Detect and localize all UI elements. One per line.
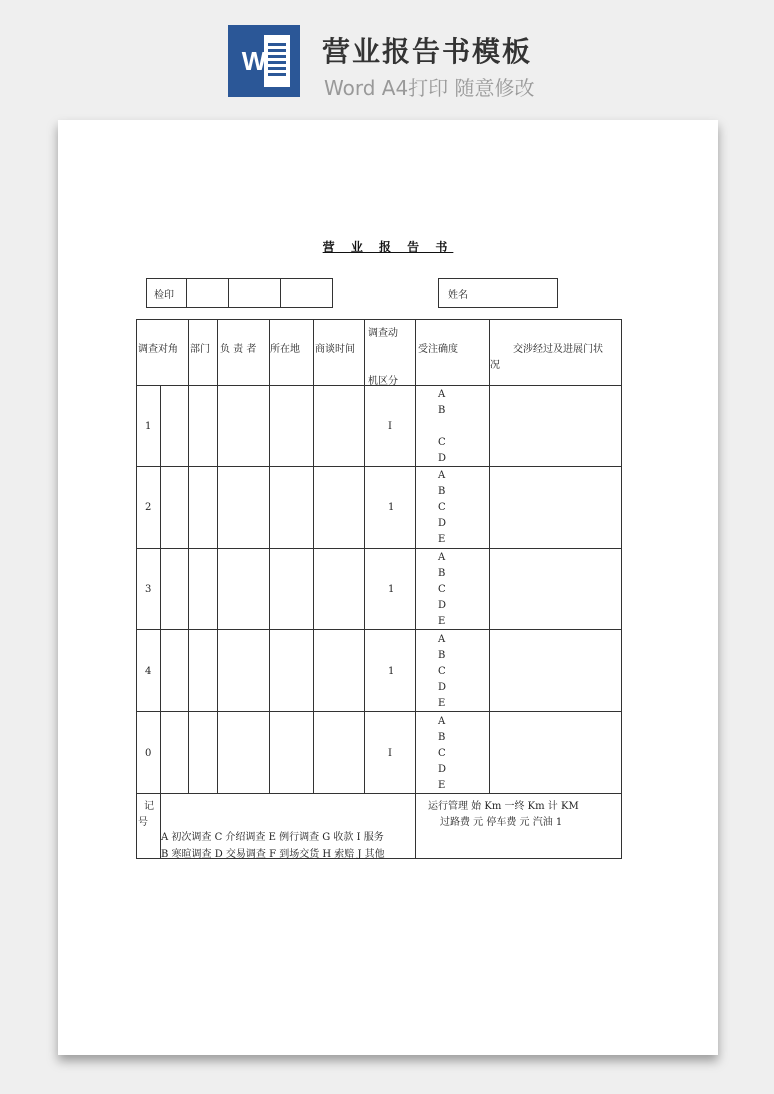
grade: A [438, 634, 446, 645]
col-progress-2: 况 [490, 360, 500, 371]
col-time: 商谈时间 [315, 344, 355, 355]
watermark [89, 461, 115, 490]
row-number: 1 [145, 421, 152, 432]
row-motive: 1 [388, 666, 395, 677]
col-dept: 部门 [190, 344, 210, 355]
grade: D [438, 600, 447, 611]
grade: B [438, 405, 446, 416]
grade: A [438, 389, 446, 400]
col-certainty: 受注确度 [418, 344, 458, 355]
template-header [0, 0, 774, 110]
grade: E [438, 698, 446, 709]
document-page [58, 120, 718, 1055]
stamp-label: 检印 [154, 290, 174, 301]
word-icon [228, 25, 300, 97]
row-motive: 1 [388, 502, 395, 513]
legend-line-2: B 寒暄调查 D 交易调查 F 到场交货 H 索赔 J 其他 [161, 849, 385, 860]
grade: E [438, 616, 446, 627]
row-motive: I [388, 421, 392, 432]
grade: D [438, 682, 447, 693]
col-progress: 交涉经过及进展门状 [513, 344, 603, 355]
row-number: 3 [145, 584, 152, 595]
legend-line-1: A 初次调查 C 介绍调查 E 例行调查 G 收款 I 服务 [161, 832, 384, 843]
grade: A [438, 552, 446, 563]
grade: C [438, 437, 446, 448]
grade: D [438, 453, 447, 464]
template-title: 营业报告书模板 [322, 35, 533, 68]
word-letter: W [241, 46, 267, 76]
cost-line-1: 运行管理 始 Km 一终 Km 计 KM [428, 801, 579, 812]
grade: E [438, 780, 446, 791]
grade: C [438, 666, 446, 677]
name-label: 姓名 [448, 290, 468, 301]
grade: C [438, 748, 446, 759]
grade: B [438, 486, 446, 497]
grade: D [438, 518, 447, 529]
grade: B [438, 568, 446, 579]
col-owner: 负 责 者 [220, 344, 257, 355]
col-motive-top: 调查动 [368, 328, 398, 339]
template-subtitle: Word A4打印 随意修改 [324, 76, 535, 100]
stamp-box [146, 278, 333, 308]
grade: C [438, 502, 446, 513]
grade: C [438, 584, 446, 595]
col-target: 调查对角 [138, 344, 178, 355]
report-table [136, 319, 622, 859]
grade: D [438, 764, 447, 775]
cost-line-2: 过路费 元 停车费 元 汽油 1 [440, 817, 563, 828]
col-location: 所在地 [270, 344, 300, 355]
row-number: 0 [145, 748, 152, 759]
col-motive-bottom: 机区分 [368, 376, 398, 387]
doc-title: 营 业 报 告 书 [322, 240, 454, 254]
grade: A [438, 716, 446, 727]
grade: A [438, 470, 446, 481]
row-number: 4 [145, 666, 152, 677]
row-motive: I [388, 748, 392, 759]
grade: B [438, 732, 446, 743]
row-motive: 1 [388, 584, 395, 595]
row-number: 2 [145, 502, 152, 513]
grade: E [438, 534, 446, 545]
footer-label-bottom: 号 [138, 817, 148, 828]
footer-label-top: 记 [144, 801, 154, 812]
grade: B [438, 650, 446, 661]
